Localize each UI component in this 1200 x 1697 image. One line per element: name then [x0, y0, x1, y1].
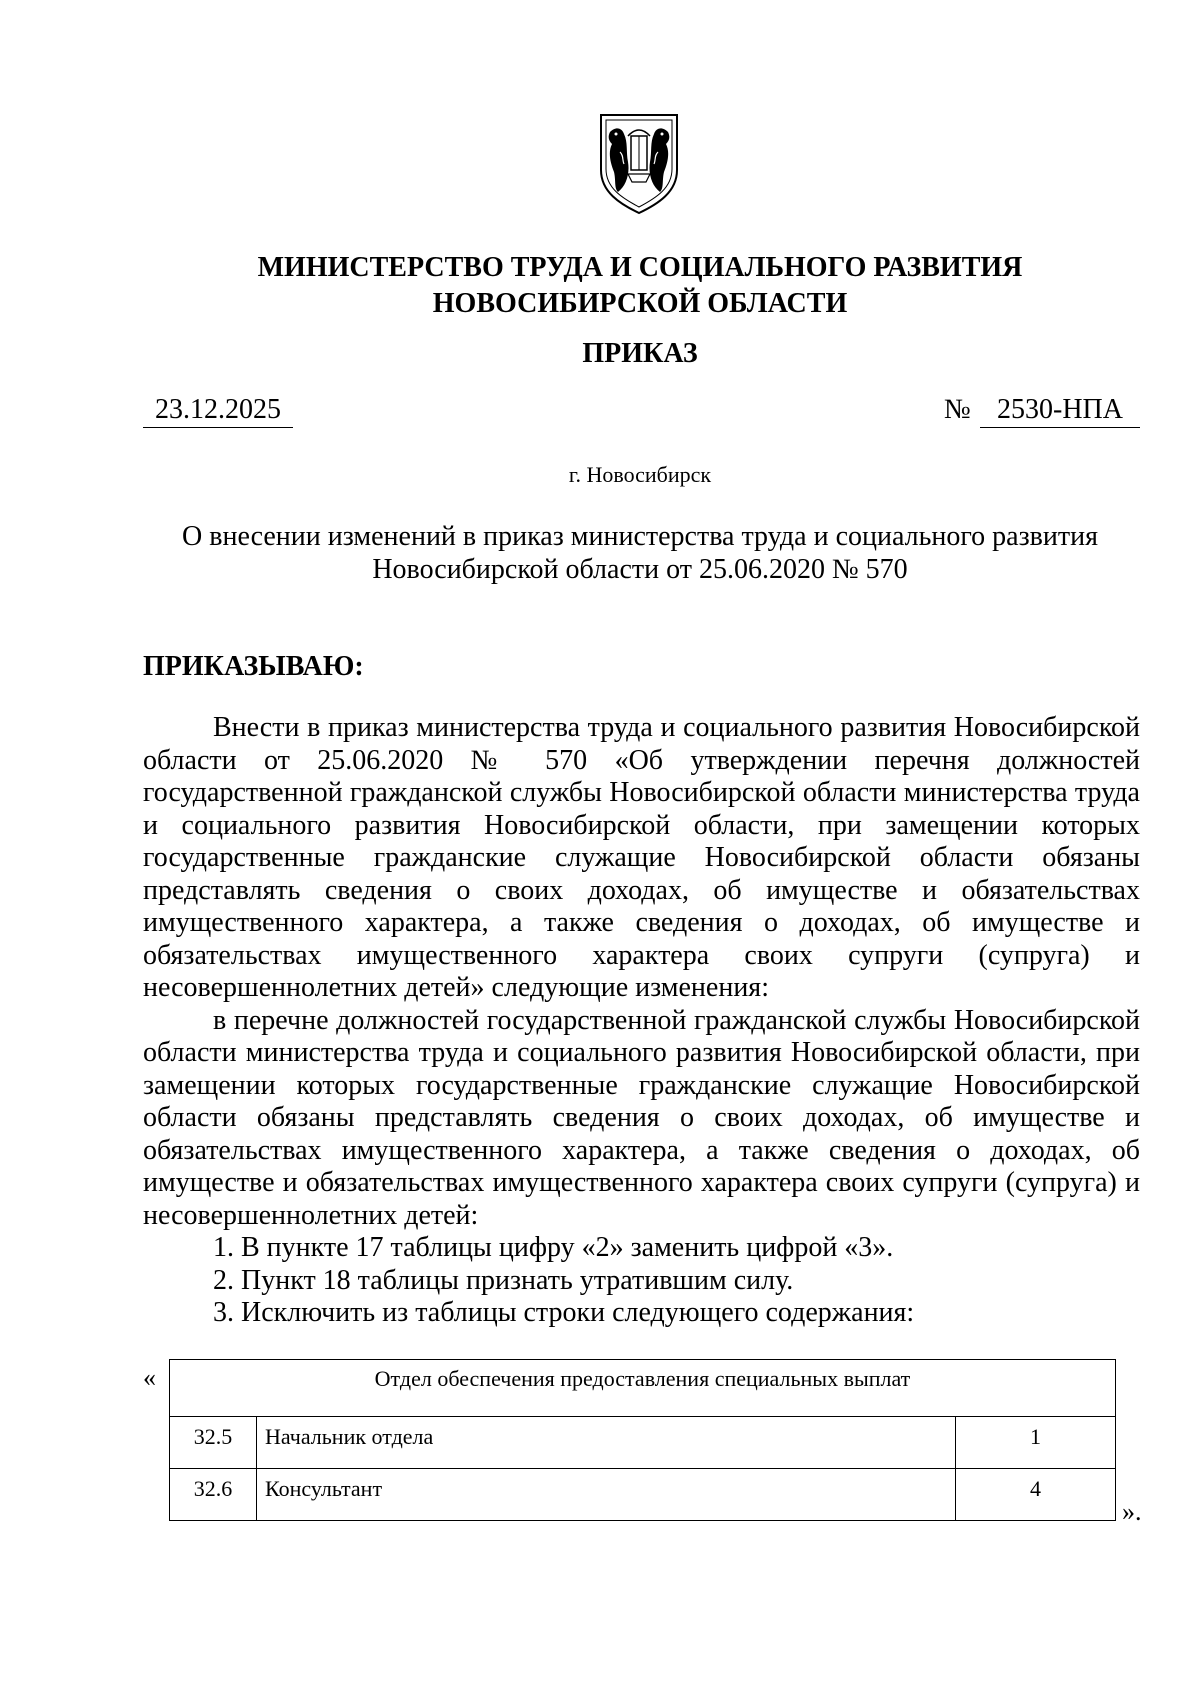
coat-of-arms-icon	[598, 112, 680, 216]
row-position: Начальник отдела	[257, 1417, 956, 1469]
document-number: 2530-НПА	[980, 393, 1140, 428]
document-date: 23.12.2025	[143, 393, 293, 428]
city: г. Новосибирск	[568, 462, 712, 487]
table-row	[170, 1469, 1116, 1521]
paragraph-item-2: 2. Пункт 18 таблицы признать утратившим силу.	[213, 1264, 794, 1296]
paragraph-item-3: 3. Исключить из таблицы строки следующего содержания:	[213, 1297, 915, 1328]
table-row	[170, 1417, 1116, 1469]
row-count: 1	[956, 1417, 1116, 1469]
row-number: 32.6	[170, 1469, 257, 1521]
table-heading-row	[170, 1360, 1116, 1417]
ministry-name	[140, 250, 1140, 322]
ministry-line-2: НОВОСИБИРСКОЙ ОБЛАСТИ	[432, 288, 848, 319]
excluded-rows-table	[169, 1359, 1116, 1521]
paragraph-intro: Внести в приказ министерства труда и социального развития Новосибирской области от 25.06.2020 № 570 «Об утверждении перечня должностей государственной гражданской службы Новосибирской области министерства труда и социального развития Новосибирской области, при замещении которых государственные гражданские служащие Новосибирской области обязаны представлять сведения о своих доходах, об имуществе и обязательствах имущественного характера, а также сведения о доходах, об имуществе и обязательствах имущественного характера своих супруги (супруга) и несовершеннолетних детей» следующие изменения:	[143, 712, 1140, 1003]
row-number: 32.5	[170, 1417, 257, 1469]
row-position: Консультант	[257, 1469, 956, 1521]
order-word: ПРИКАЗЫВАЮ:	[143, 651, 364, 682]
quote-open-mark: «	[143, 1363, 156, 1392]
document-type: ПРИКАЗ	[582, 338, 698, 369]
document-subject	[140, 520, 1140, 586]
subject-line-2: Новосибирской области от 25.06.2020 № 570	[372, 554, 908, 585]
department-heading: Отдел обеспечения предоставления специальных выплат	[170, 1360, 1116, 1417]
subject-line-1: О внесении изменений в приказ министерства труда и социального развития	[182, 521, 1098, 552]
paragraph-item-1: 1. В пункте 17 таблицы цифру «2» заменить цифрой «3».	[213, 1232, 894, 1263]
number-sign: №	[944, 394, 971, 425]
quote-close-mark: ».	[1122, 1497, 1142, 1526]
document-body	[143, 712, 1140, 1330]
ministry-line-1: МИНИСТЕРСТВО ТРУДА И СОЦИАЛЬНОГО РАЗВИТИЯ	[257, 252, 1023, 283]
row-count: 4	[956, 1469, 1116, 1521]
paragraph-list-scope: в перечне должностей государственной гражданской службы Новосибирской области министерства труда и социального развития Новосибирской области, при замещении которых государственные гражданские служащие Новосибирской области обязаны представлять сведения о своих доходах, об имуществе и обязательствах имущественного характера, а также сведения о доходах, об имуществе и обязательствах имущественного характера своих супруги (супруга) и несовершеннолетних детей:	[143, 1004, 1140, 1231]
